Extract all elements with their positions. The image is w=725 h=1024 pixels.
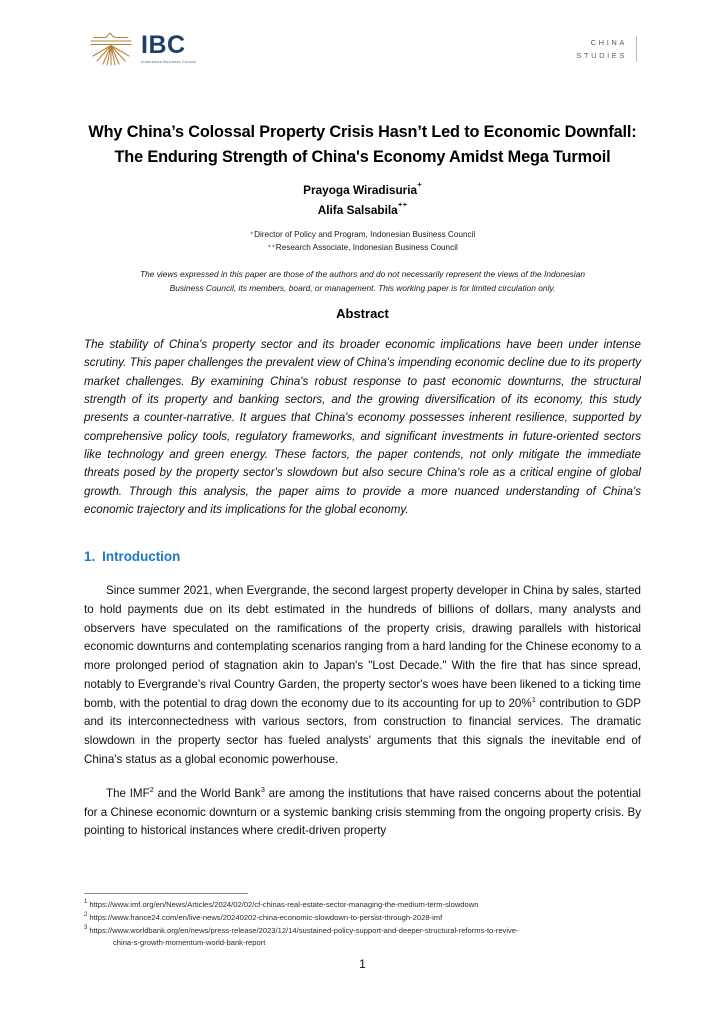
paragraph-2 bbox=[84, 785, 641, 841]
paper-title bbox=[70, 120, 655, 170]
section-number: 1. bbox=[84, 549, 96, 564]
footnote-1 bbox=[84, 899, 655, 912]
logo-wordmark: IBC bbox=[141, 31, 186, 60]
paragraph-2-part-c: are among the institutions that have raised concerns about the potential for a Chinese economic downturn or a systemic banking crisis stemming from the ongoing property crisis. By pointing to historical instances where credit-driven property bbox=[84, 786, 641, 838]
author-2-marker: ⁺⁺ bbox=[397, 200, 408, 211]
footnote-1-url[interactable]: https://www.imf.org/en/News/Articles/2024/02/02/cf-chinas-real-estate-sector-managing-the-medium-term-slowdown bbox=[89, 900, 479, 909]
footnote-2 bbox=[84, 912, 655, 925]
page-number: 1 bbox=[359, 957, 366, 971]
footnote-3 bbox=[84, 925, 655, 951]
affiliation-2: ⁺⁺Research Associate, Indonesian Business Council bbox=[267, 242, 458, 252]
footnote-ref-3[interactable]: 3 bbox=[260, 784, 265, 794]
affiliations bbox=[70, 229, 655, 254]
sunburst-icon bbox=[88, 30, 134, 68]
page-header bbox=[0, 28, 725, 78]
author-2 bbox=[70, 200, 655, 220]
footnote-ref-1[interactable]: 1 bbox=[531, 694, 536, 704]
abstract-heading: Abstract bbox=[336, 306, 389, 321]
footnote-list bbox=[84, 899, 655, 950]
affiliation-1: ⁺Director of Policy and Program, Indonesian Business Council bbox=[249, 230, 476, 239]
paragraph-1 bbox=[84, 582, 641, 770]
paper-title-line2: The Enduring Strength of China's Economy Amidst Mega Turmoil bbox=[114, 147, 611, 166]
footnote-ref-2[interactable]: 2 bbox=[149, 784, 154, 794]
body-column bbox=[84, 582, 641, 856]
section-heading-introduction bbox=[84, 549, 180, 564]
paragraph-2-part-b: and the World Bank bbox=[153, 786, 261, 800]
section-title: Introduction bbox=[102, 549, 181, 564]
footnote-3-marker: 3 bbox=[84, 924, 88, 931]
author-1-marker: ⁺ bbox=[417, 181, 422, 191]
ibc-logo bbox=[88, 30, 197, 68]
author-1-name: Prayoga Wiradisuria bbox=[303, 182, 418, 197]
abstract-body: The stability of China's property sector and its broader economic implications have been under intense scrutiny. This paper challenges the prevalent view of China's impending economic decline due to its property market challenges. By examining China's robust response to past economic downturns, the structural strength of its property and banking sectors, and the growing diversification of its economy, this study presents a counter-narrative. It argues that China's economy possesses inherent resilience, supported by comprehensive policy tools, regulatory frameworks, and significant investments in future-oriented sectors like technology and green energy. These factors, the paper contends, not only mitigate the immediate threats posed by the property sector's slowdown but also secure China's role as a critical engine of global growth. Through this analysis, the paper aims to provide a more nuanced understanding of China's economic trajectory and its implications for the global economy. bbox=[84, 338, 641, 516]
paragraph-2-part-a: The IMF bbox=[106, 786, 150, 800]
series-label-line1: CHINA bbox=[590, 38, 627, 47]
author-2-name: Alifa Salsabila bbox=[317, 202, 398, 217]
paragraph-1-part-a: Since summer 2021, when Evergrande, the second largest property developer in China by sales, started to hold payments due on its debt estimated in the hundreds of billions of dollars, many analysts and observers have speculated on the ramifications of the property crisis, drawing parallels with historical economic downturns and contemplating scenarios ranging from a hard landing for the Chinese economy to a more prolonged period of stagnation akin to Japan's "Lost Decade." With the fire that has since spread, notably to Evergrande’s rival Country Garden, the property sector's woes have been likened to a ticking time bomb, with the potential to drag down the economy due to its accounting for up to 20% bbox=[84, 584, 641, 710]
paragraph-1-part-b: contribution to GDP and its interconnectedness with various sectors, from construction to financial services. The dramatic slowdown in the property sector has fueled analysts' arguments that this signals the inevitable end of China's status as a global economic powerhouse. bbox=[84, 696, 641, 767]
footnote-2-marker: 2 bbox=[84, 912, 88, 919]
footnote-2-url[interactable]: https://www.france24.com/en/live-news/20240202-china-economic-slowdown-to-persist-through-2028-imf bbox=[89, 912, 443, 922]
logo-tagline: Indonesian Business Council bbox=[141, 60, 197, 65]
author-1 bbox=[70, 180, 655, 200]
footnote-1-marker: 1 bbox=[84, 899, 88, 906]
series-label bbox=[576, 36, 637, 62]
paper-title-line1: Why China’s Colossal Property Crisis Hasn’t Led to Economic Downfall: bbox=[88, 123, 637, 141]
series-label-line2: STUDIES bbox=[576, 51, 627, 61]
author-list bbox=[70, 180, 655, 220]
disclaimer-note: The views expressed in this paper are those of the authors and do not necessarily represent the views of the Indonesian Business Council, its members, board, or management. This working paper is for limited circulation only. bbox=[139, 269, 586, 293]
footnote-separator bbox=[84, 893, 248, 894]
footnote-3-url[interactable]: https://www.worldbank.org/en/news/press-release/2023/12/14/sustained-policy-support-and-deeper-structural-reforms-to-revive- bbox=[89, 925, 519, 935]
logo-wordmark-block bbox=[141, 33, 197, 65]
footnote-3-url-continuation[interactable]: china-s-growth-momentum-world-bank-report bbox=[113, 938, 266, 948]
